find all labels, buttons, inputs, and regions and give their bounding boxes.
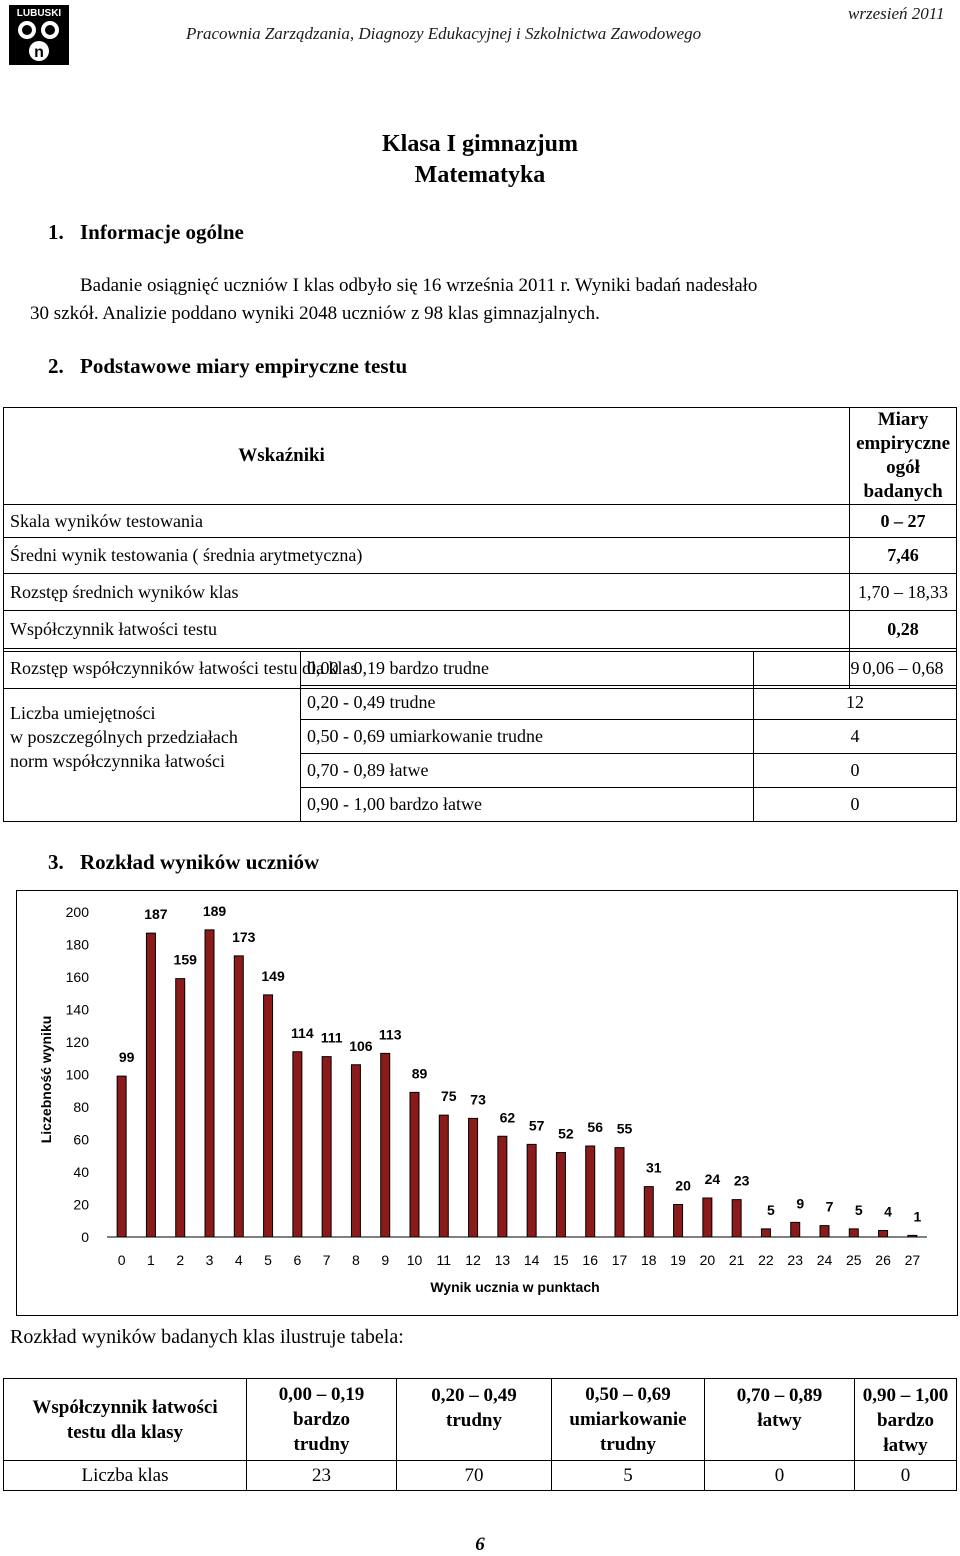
section2-number: 2.	[48, 354, 64, 378]
classes-header-col-line1: 0,20 – 0,49	[431, 1385, 517, 1406]
score-distribution-chart	[16, 890, 958, 1316]
bar	[732, 1200, 741, 1237]
skills-range: 0,50 - 0,69 umiarkowanie trudne	[301, 720, 754, 754]
bar-value-label: 111	[320, 1029, 343, 1046]
skills-count: 0	[754, 754, 957, 788]
x-tick-label: 13	[494, 1252, 511, 1268]
bar	[791, 1222, 800, 1237]
measures-row	[4, 538, 957, 574]
skills-label-line3: norm współczynnika łatwości	[10, 750, 225, 771]
y-tick-label: 40	[73, 1164, 89, 1180]
x-tick-label: 12	[465, 1252, 481, 1268]
bar	[674, 1205, 683, 1238]
classes-table	[3, 1378, 957, 1491]
x-tick-label: 14	[523, 1252, 540, 1268]
x-tick-label: 23	[787, 1252, 804, 1268]
x-tick-label: 27	[904, 1252, 921, 1268]
bar-value-label: 52	[558, 1125, 574, 1142]
bar	[849, 1229, 858, 1237]
classes-header-col	[855, 1379, 957, 1461]
section3-number: 3.	[48, 850, 64, 874]
x-tick-label: 24	[816, 1252, 833, 1268]
x-tick-label: 2	[176, 1252, 185, 1268]
bar	[469, 1118, 478, 1237]
skills-label	[4, 652, 301, 822]
bar-value-label: 106	[349, 1037, 373, 1054]
classes-header-col-line1: 0,50 – 0,69	[585, 1384, 671, 1405]
bar	[615, 1148, 624, 1237]
classes-header-col-line3: trudny	[600, 1434, 656, 1455]
y-tick-label: 160	[65, 969, 89, 985]
bar-value-label: 159	[173, 951, 197, 968]
skills-label-line1: Liczba umiejętności	[10, 702, 156, 723]
classes-header-col-line3: trudny	[293, 1434, 350, 1455]
x-tick-label: 8	[352, 1252, 360, 1268]
classes-header-col	[247, 1379, 397, 1461]
page-number: 6	[475, 1534, 485, 1555]
y-tick-label: 200	[65, 904, 89, 920]
measures-table	[3, 407, 957, 689]
bar	[410, 1092, 419, 1237]
bar-value-label: 24	[704, 1171, 721, 1187]
header-date: wrzesień 2011	[848, 4, 945, 23]
bar-value-label: 56	[587, 1119, 604, 1135]
measures-value: 1,70 – 18,33	[850, 574, 957, 611]
bar	[527, 1144, 536, 1237]
skills-table	[3, 651, 957, 822]
bar-value-label: 1	[913, 1208, 922, 1225]
x-tick-label: 9	[381, 1252, 390, 1268]
bar-value-label: 62	[499, 1109, 516, 1126]
bar-value-label: 75	[440, 1088, 457, 1105]
x-tick-label: 6	[293, 1252, 302, 1268]
x-tick-label: 25	[845, 1252, 862, 1268]
x-tick-label: 0	[117, 1252, 126, 1268]
classes-header-col-line2: łatwy	[757, 1410, 802, 1431]
measures-row	[4, 611, 957, 649]
classes-header-col-line1: 0,90 – 1,00	[862, 1385, 949, 1406]
skills-range: 0,20 - 0,49 trudne	[301, 686, 754, 720]
bar	[820, 1226, 829, 1237]
page-title: Klasa I gimnazjum	[381, 131, 578, 157]
bar-value-label: 55	[616, 1120, 633, 1137]
bar-value-label: 113	[378, 1026, 402, 1043]
x-tick-label: 5	[264, 1252, 272, 1268]
x-tick-label: 18	[640, 1252, 657, 1268]
measures-label: Średni wynik testowania ( średnia arytmetyczna)	[4, 538, 850, 574]
skills-count: 0	[754, 788, 957, 822]
measures-label: Rozstęp współczynników łatwości testu dla klas	[4, 649, 850, 689]
y-tick-label: 140	[65, 1001, 89, 1018]
intro-line-1: Badanie osiągnięć uczniów I klas odbyło się 16 września 2011 r. Wyniki badań nadesłało	[80, 275, 758, 296]
bar-value-label: 9	[796, 1195, 805, 1212]
x-tick-label: 20	[699, 1252, 716, 1268]
y-axis-title-text: Liczebność wyniku	[38, 1015, 54, 1144]
bar-value-label: 4	[884, 1203, 892, 1220]
x-tick-label: 7	[322, 1252, 331, 1268]
classes-header-label	[4, 1379, 247, 1461]
measures-label: Współczynnik łatwości testu	[4, 611, 850, 649]
classes-header-label-line1: Współczynnik łatwości	[32, 1396, 218, 1418]
classes-count-row	[4, 1461, 957, 1491]
x-tick-label: 16	[582, 1252, 599, 1268]
classes-header-col	[397, 1379, 552, 1461]
skills-count: 9	[754, 652, 957, 686]
bar	[556, 1153, 565, 1238]
skills-range: 0,70 - 0,89 łatwe	[301, 754, 754, 788]
x-tick-label: 11	[436, 1252, 452, 1268]
measures-value: 0 – 27	[850, 505, 957, 538]
measures-value: 0,06 – 0,68	[850, 649, 957, 689]
classes-header-col-line1: 0,00 – 0,19	[278, 1384, 365, 1405]
classes-count: 23	[247, 1461, 397, 1491]
y-tick-label: 180	[65, 936, 89, 953]
bar	[176, 979, 185, 1237]
bar-value-label: 89	[411, 1065, 428, 1082]
chart-svg	[17, 891, 957, 1315]
classes-header-col-line1: 0,70 – 0,89	[736, 1385, 823, 1406]
skills-label-line2: w poszczególnych przedziałach	[10, 726, 238, 747]
x-tick-label: 26	[875, 1252, 891, 1268]
y-tick-label: 0	[81, 1229, 89, 1245]
y-ticks	[66, 904, 90, 1245]
bar	[644, 1187, 653, 1237]
classes-header-col-line2: bardzo łatwy	[877, 1410, 934, 1456]
x-tick-label: 3	[205, 1252, 214, 1268]
y-tick-label: 80	[73, 1099, 89, 1115]
x-tick-label: 4	[234, 1252, 243, 1268]
bar-value-label: 23	[733, 1172, 750, 1189]
y-tick-label: 120	[65, 1034, 89, 1050]
x-tick-label: 19	[670, 1252, 686, 1268]
odn-logo	[8, 4, 70, 66]
classes-row-label: Liczba klas	[4, 1461, 247, 1491]
measures-row	[4, 505, 957, 538]
measures-label: Rozstęp średnich wyników klas	[4, 574, 850, 611]
classes-header-label-line2: testu dla klasy	[66, 1421, 184, 1443]
classes-header-col-line2: trudny	[446, 1410, 502, 1431]
bar	[351, 1065, 360, 1237]
bar-value-label: 189	[202, 902, 227, 919]
bar	[761, 1229, 770, 1237]
svg-text:n: n	[34, 44, 44, 61]
bar-value-label: 5	[767, 1201, 775, 1218]
classes-header-col	[705, 1379, 855, 1461]
bar	[879, 1231, 888, 1238]
x-tick-label: 15	[553, 1252, 569, 1268]
y-tick-label: 20	[73, 1196, 89, 1213]
x-tick-label: 10	[406, 1252, 423, 1268]
bar	[381, 1053, 390, 1237]
bar-value-label: 57	[528, 1117, 545, 1134]
measures-header-row	[4, 408, 957, 505]
measures-value: 0,28	[850, 611, 957, 649]
classes-count: 0	[855, 1461, 957, 1491]
measures-value: 7,46	[850, 538, 957, 574]
classes-count: 70	[397, 1461, 552, 1491]
bars	[117, 930, 917, 1237]
classes-header-row	[4, 1379, 957, 1461]
x-tick-label: 22	[758, 1252, 774, 1268]
skills-range: 0,90 - 1,00 bardzo łatwe	[301, 788, 754, 822]
x-tick-label: 17	[611, 1252, 628, 1268]
bar-value-label: 31	[645, 1159, 662, 1176]
classes-header-col-line2: umiarkowanie	[569, 1409, 687, 1430]
bar-value-label: 73	[470, 1091, 486, 1108]
classes-caption: Rozkład wyników badanych klas ilustruje tabela:	[10, 1326, 404, 1348]
header-institution: Pracownia Zarządzania, Diagnozy Edukacyjnej i Szkolnictwa Zawodowego	[186, 24, 702, 43]
measures-row	[4, 574, 957, 611]
classes-count: 5	[552, 1461, 705, 1491]
bar	[498, 1136, 507, 1237]
bar	[205, 930, 214, 1237]
bar-value-label: 187	[144, 906, 168, 923]
bar-value-label: 99	[118, 1049, 135, 1066]
measures-col-values	[850, 408, 957, 505]
bar-value-label: 20	[675, 1177, 691, 1194]
skills-row	[4, 652, 957, 686]
intro-line-2: 30 szkół. Analizie poddano wyniki 2048 uczniów z 98 klas gimnazjalnych.	[30, 303, 600, 324]
bar	[146, 933, 155, 1237]
section1-title: Informacje ogólne	[80, 220, 244, 244]
y-tick-label: 100	[65, 1066, 89, 1083]
bar	[439, 1115, 448, 1237]
classes-count: 0	[705, 1461, 855, 1491]
y-axis-title	[38, 1016, 54, 1144]
bar	[234, 956, 243, 1237]
bar-value-label: 149	[261, 967, 285, 984]
classes-header-col	[552, 1379, 705, 1461]
measures-col-indicators: Wskaźniki	[4, 408, 850, 505]
svg-text:LUBUSKI: LUBUSKI	[16, 8, 62, 19]
skills-count: 12	[754, 686, 957, 720]
bar	[293, 1052, 302, 1237]
x-axis-title: Wynik ucznia w punktach	[430, 1279, 600, 1295]
section1-number: 1.	[48, 220, 64, 244]
bar-value-label: 7	[825, 1198, 834, 1215]
x-tick-label: 21	[728, 1252, 745, 1268]
page-subtitle: Matematyka	[414, 162, 546, 188]
skills-count: 4	[754, 720, 957, 754]
measures-col-values-line1: Miary empiryczne	[856, 409, 950, 454]
bar-value-label: 173	[232, 928, 256, 945]
section3-title: Rozkład wyników uczniów	[80, 850, 320, 874]
classes-header-col-line2: bardzo	[293, 1409, 350, 1430]
x-ticks	[118, 1252, 921, 1268]
measures-col-values-line2: ogół badanych	[863, 457, 943, 502]
bar	[322, 1057, 331, 1237]
bar	[703, 1198, 712, 1237]
measures-label: Skala wyników testowania	[4, 505, 850, 538]
bar	[117, 1076, 126, 1237]
bar-value-label: 5	[854, 1201, 863, 1218]
section2-title: Podstawowe miary empiryczne testu	[80, 354, 408, 378]
bar	[586, 1146, 595, 1237]
x-tick-label: 1	[147, 1252, 155, 1268]
skills-range: 0,00 - 0,19 bardzo trudne	[301, 652, 754, 686]
bar	[264, 995, 273, 1237]
y-tick-label: 60	[73, 1131, 89, 1148]
bar-value-label: 114	[291, 1024, 314, 1041]
